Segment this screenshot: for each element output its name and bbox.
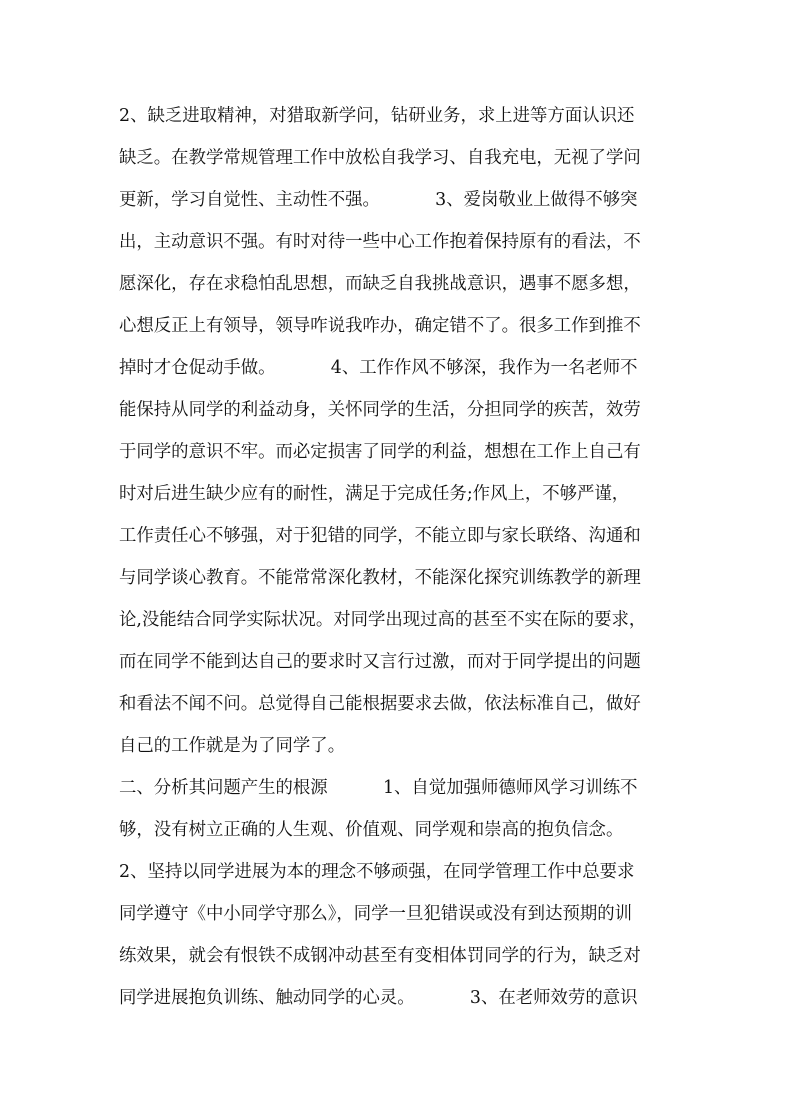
text-line: 心想反正上有领导，领导咋说我咋办，确定错不了。很多工作到推不 bbox=[119, 316, 641, 336]
text-line: 能保持从同学的利益动身，关怀同学的生活，分担同学的疾苦，效劳 bbox=[119, 400, 641, 420]
text-line: 论,没能结合同学实际状况。对同学出现过高的甚至不实在际的要求， bbox=[119, 610, 647, 630]
text-line: 同学遵守《中小同学守那么》，同学一旦犯错误或没有到达预期的训 bbox=[119, 904, 633, 924]
text-line: 同学进展抱负训练、触动同学的心灵。 3、在老师效劳的意识 bbox=[119, 988, 638, 1008]
text-line: 缺乏。在教学常规管理工作中放松自我学习、自我充电，无视了学问 bbox=[119, 148, 641, 168]
text-line: 掉时才仓促动手做。 4、工作作风不够深，我作为一名老师不 bbox=[119, 358, 638, 378]
text-line: 出，主动意识不强。有时对待一些中心工作抱着保持原有的看法，不 bbox=[119, 232, 641, 252]
text-line: 二、分析其问题产生的根源 1、自觉加强师德师风学习训练不 bbox=[119, 778, 638, 798]
text-line: 够，没有树立正确的人生观、价值观、同学观和崇高的抱负信念。 bbox=[119, 820, 624, 840]
text-line: 工作责任心不够强，对于犯错的同学，不能立即与家长联络、沟通和 bbox=[119, 526, 641, 546]
text-line: 练效果，就会有恨铁不成钢冲动甚至有变相体罚同学的行为，缺乏对 bbox=[119, 946, 641, 966]
text-line: 自己的工作就是为了同学了。 bbox=[119, 736, 346, 756]
text-line: 时对后进生缺少应有的耐性，满足于完成任务;作风上，不够严谨， bbox=[119, 484, 630, 504]
text-line: 愿深化，存在求稳怕乱思想，而缺乏自我挑战意识，遇事不愿多想， bbox=[119, 274, 641, 294]
text-line: 于同学的意识不牢。而必定损害了同学的利益，想想在工作上自己有 bbox=[119, 442, 641, 462]
text-line: 更新，学习自觉性、主动性不强。 3、爱岗敬业上做得不够突 bbox=[119, 190, 638, 210]
text-line: 2、坚持以同学进展为本的理念不够顽强，在同学管理工作中总要求 bbox=[119, 862, 635, 882]
text-line: 2、缺乏进取精神，对猎取新学问，钻研业务，求上进等方面认识还 bbox=[119, 106, 635, 126]
text-line: 与同学谈心教育。不能常常深化教材，不能深化探究训练教学的新理 bbox=[119, 568, 641, 588]
text-line: 而在同学不能到达自己的要求时又言行过激，而对于同学提出的问题 bbox=[119, 652, 641, 672]
text-line: 和看法不闻不问。总觉得自己能根据要求去做，依法标准自己，做好 bbox=[119, 694, 641, 714]
